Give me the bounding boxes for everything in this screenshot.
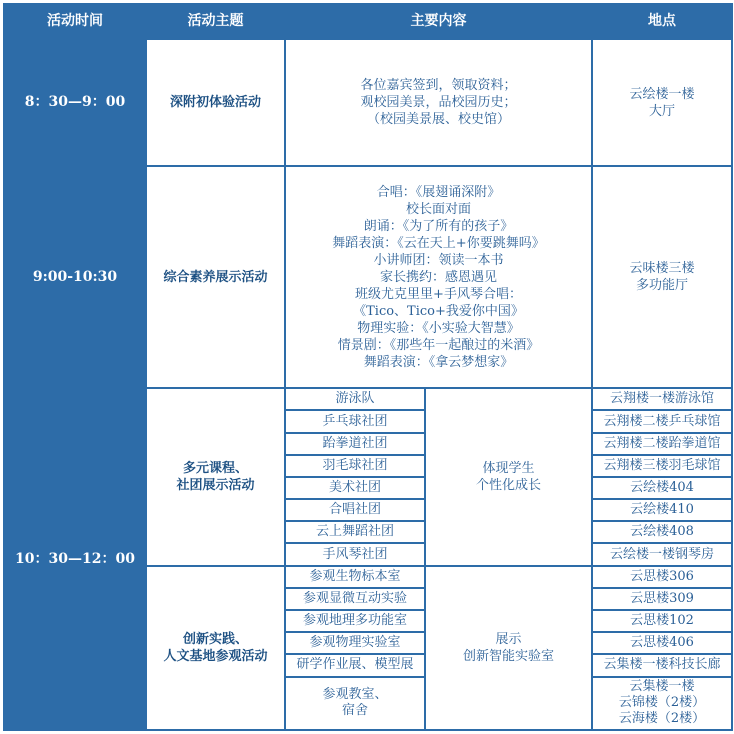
visit-name: 参观显微互动实验 [286, 589, 424, 609]
visit-name: 参观物理实验室 [286, 633, 424, 653]
club-name: 游泳队 [286, 389, 424, 409]
club-row [5, 389, 731, 409]
content-line: 小讲师团：领读一本书 [373, 252, 504, 268]
club-location: 云翔楼二楼跆拳道馆 [593, 434, 731, 454]
visit-name: 研学作业展、模型展 [286, 655, 424, 675]
content-line: 观校园美景，品校园历史； [360, 95, 517, 111]
theme-cell-1: 深附初体验活动 [147, 40, 284, 165]
schedule-row-2 [5, 167, 731, 387]
location-line: 云绘楼一楼 [629, 86, 695, 102]
content-line: 物理实验：《小实验大智慧》 [357, 320, 520, 336]
club-name: 合唱社团 [286, 500, 424, 520]
club-name: 乒乓球社团 [286, 411, 424, 431]
visit-location: 云思楼306 [593, 567, 731, 587]
club-location: 云绘楼408 [593, 522, 731, 542]
visit-name-line: 参观教室、 [322, 687, 388, 703]
visit-location-line: 云海楼（2楼） [618, 711, 706, 727]
content-line: （校园美景展、校史馆） [366, 112, 510, 128]
summary-line: 体现学生 [482, 460, 535, 476]
location-line: 多功能厅 [635, 278, 688, 294]
content-line: 情景剧：《那些年一起酿过的米酒》 [337, 337, 540, 353]
theme-cell-visits [147, 567, 284, 729]
time-cell-2: 9:00-10:30 [5, 167, 145, 387]
content-line: 舞蹈表演：《拿云梦想家》 [363, 354, 514, 370]
visit-name: 参观生物标本室 [286, 567, 424, 587]
content-line: 合唱：《展翅诵深附》 [376, 184, 501, 200]
club-name: 跆拳道社团 [286, 434, 424, 454]
content-line: 家长携约：感恩遇见 [379, 269, 497, 285]
visit-location: 云思楼102 [593, 611, 731, 631]
location-line: 云味楼三楼 [629, 261, 695, 277]
club-location: 云翔楼一楼游泳馆 [593, 389, 731, 409]
theme-cell-clubs [147, 389, 284, 564]
header-row [5, 5, 731, 38]
club-name: 羽毛球社团 [286, 456, 424, 476]
club-location: 云翔楼二楼乒乓球馆 [593, 411, 731, 431]
content-cell-2 [286, 167, 591, 387]
visit-name: 参观地理多功能室 [286, 611, 424, 631]
header-theme: 活动主题 [147, 5, 284, 38]
theme-line: 人文基地参观活动 [163, 648, 268, 664]
time-cell-1: 8：30—9：00 [5, 40, 145, 165]
club-location: 云绘楼一楼钢琴房 [593, 544, 731, 564]
club-name: 美术社团 [286, 478, 424, 498]
theme-line: 创新实践、 [182, 631, 248, 647]
location-cell-2 [593, 167, 731, 387]
content-cell-1 [286, 40, 591, 165]
summary-cell-clubs [426, 389, 591, 564]
club-name: 云上舞蹈社团 [286, 522, 424, 542]
schedule-row-1 [5, 40, 731, 165]
visit-location-line: 云集楼一楼 [629, 679, 695, 695]
visit-name-line: 宿舍 [341, 703, 368, 719]
theme-line: 多元课程、 [182, 460, 248, 476]
summary-line: 展示 [495, 631, 522, 647]
time-cell-3: 10：30—12：00 [5, 389, 145, 729]
club-name: 手风琴社团 [286, 544, 424, 564]
schedule-table [3, 3, 733, 731]
summary-line: 个性化成长 [475, 477, 541, 493]
content-line: 校长面对面 [405, 201, 471, 217]
content-line: 各位嘉宾签到，领取资料； [360, 78, 517, 94]
location-line: 大厅 [648, 103, 675, 119]
visit-location [593, 678, 731, 730]
visit-name [286, 678, 424, 730]
visit-location: 云集楼一楼科技长廊 [593, 655, 731, 675]
header-time: 活动时间 [5, 5, 145, 38]
content-line: 班级尤克里里+手风琴合唱： [355, 286, 522, 302]
visit-location-line: 云锦楼（2楼） [618, 695, 706, 711]
location-cell-1 [593, 40, 731, 165]
theme-line: 社团展示活动 [176, 477, 255, 493]
visit-location: 云思楼406 [593, 633, 731, 653]
summary-line: 创新智能实验室 [462, 648, 554, 664]
content-line: 舞蹈表演：《云在天上+你要跳舞吗》 [332, 235, 545, 251]
header-content: 主要内容 [286, 5, 591, 38]
theme-cell-2: 综合素养展示活动 [147, 167, 284, 387]
club-location: 云绘楼410 [593, 500, 731, 520]
visit-location: 云思楼309 [593, 589, 731, 609]
club-location: 云绘楼404 [593, 478, 731, 498]
summary-cell-visits [426, 567, 591, 729]
content-line: 《Tico、Tico+我爱你中国》 [353, 303, 524, 319]
content-line: 朗诵：《为了所有的孩子》 [363, 218, 514, 234]
header-location: 地点 [593, 5, 731, 38]
club-location: 云翔楼三楼羽毛球馆 [593, 456, 731, 476]
